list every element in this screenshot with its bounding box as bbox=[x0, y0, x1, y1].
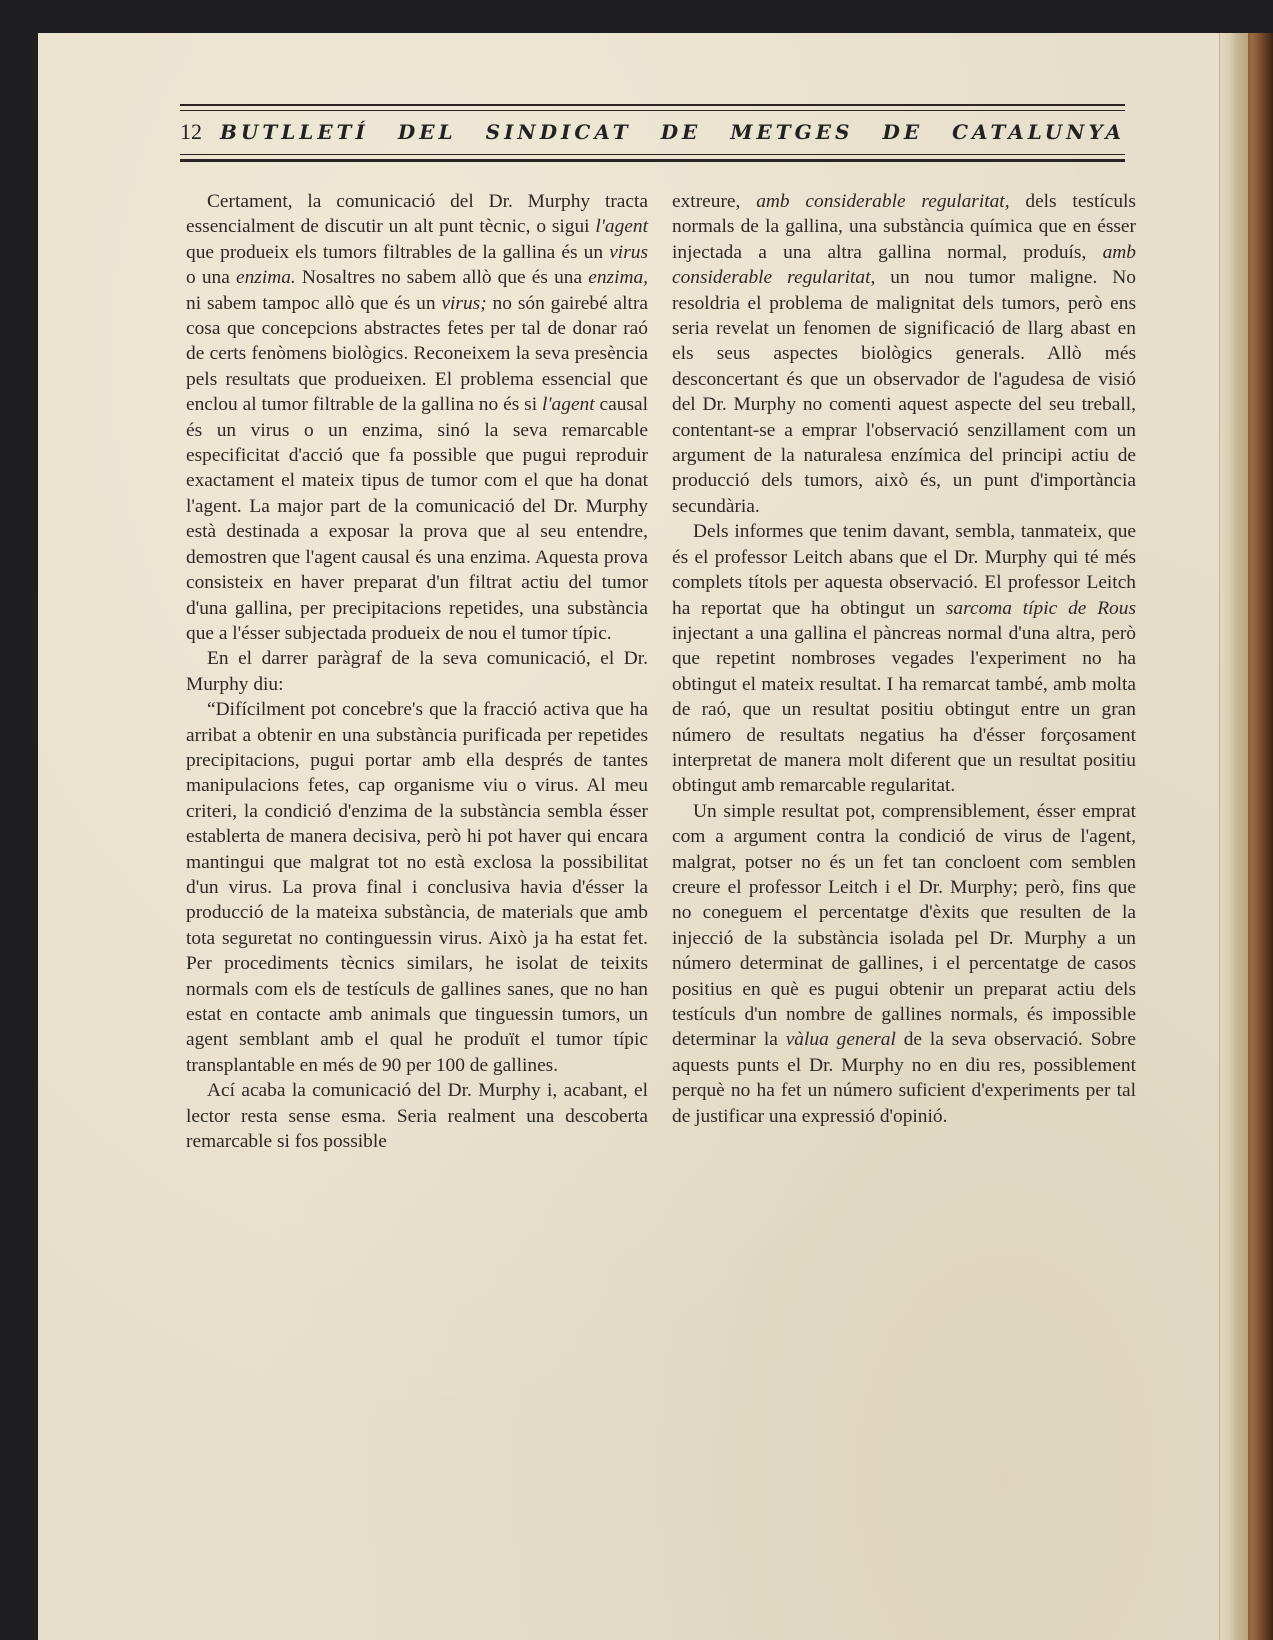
header-rule-top-thin bbox=[180, 110, 1125, 111]
page-number: 12 bbox=[180, 119, 202, 144]
paragraph-continued: extreure, amb considerable regularitat, dels testículs normals de la gallina, una substància química que en ésser injectada a una altra gallina normal, produís, amb considerable regularitat, un nou tumor maligne. No resoldria el problema de malignitat dels tumors, però ens seria revelat un fenomen de significació de llarg abast en els seus aspectes biològics generals. Allò més desconcertant és que un observador de l'agudesa de visió del Dr. Murphy no comenti aquest aspecte del seu treball, contentant-se a emprar l'observació senzillament com un argument de la naturalesa enzímica del principi actiu de producció dels tumors, això és, un punt d'importància secundària. bbox=[672, 191, 1137, 517]
title-word: SINDICAT bbox=[485, 120, 632, 144]
paragraph: Un simple resultat pot, comprensiblement, ésser emprat com a argument contra la condició de virus de l'agent, malgrat, potser no és un fet tan concloent com semblen creure el professor Leitch i el Dr. Murphy; però, fins que no coneguem el percentatge d'èxits que resulten de la injecció de la substància isolada pel Dr. Murphy a un número determinat de gallines, i el percentatge de casos positius en què es pugui obtenir un preparat actiu dels testículs d'un nombre de gallines normals, és impossible determinar la vàlua general de la seva observació. Sobre aquests punts el Dr. Murphy no en diu res, possiblement perquè no ha fet un número suficient d'experiments per tal de justificar una expressió d'opinió. bbox=[672, 800, 1136, 1127]
header-rule-bottom-thin bbox=[180, 154, 1125, 155]
title-word: BUTLLETÍ bbox=[220, 120, 369, 144]
quoted-paragraph: “Difícilment pot concebre's que la fracció activa que ha arribat a obtenir en una substància purificada per repetides precipitacions, pugui portar amb ella després de tantes manipulacions fetes, cap organisme viu o virus. Al meu criteri, la condició d'enzima de la substància sembla ésser establerta de manera decisiva, però hi pot haver qui encara mantingui que malgrat tot no està exclosa la possibilitat d'un virus. La prova final i conclusiva havia d'ésser la producció de la mateixa substància, de materials que amb tota seguretat no continguessin virus. Això ja ha estat fet. Per procediments tècnics similars, he isolat de teixits normals com els de testículs de gallines sanes, que no han estat en contacte amb animals que tinguessin tumors, un agent semblant amb el qual he produït el tumor típic transplantable en més de 90 per 100 de gallines. bbox=[186, 699, 648, 1076]
journal-title bbox=[220, 120, 1125, 144]
paragraph: Dels informes que tenim davant, sembla, tanmateix, que és el professor Leitch abans que el Dr. Murphy qui té més complets títols per aquesta observació. El professor Leitch ha reportat que ha obtingut un sarcoma típic de Rous injectant a una gallina el pàncreas normal d'una altra, però que repetint nombroses vegades l'experiment no ha obtingut el mateix resultat. I ha remarcat també, amb molta de raó, que un resultat positiu obtingut entre un gran número de resultats negatius ha d'ésser forçosament interpretat de manera molt diferent que un resultat positiu obtingut amb remarcable regularitat. bbox=[672, 521, 1136, 797]
paragraph: Certament, la comunicació del Dr. Murphy tracta essencialment de discutir un alt punt tècnic, o sigui l'agent que produeix els tumors filtrables de la gallina és un virus o una enzima. Nosaltres no sabem allò que és una enzima, ni sabem tampoc allò que és un virus; no són gairebé altra cosa que concepcions abstractes fetes per tal de donar raó de certs fenòmens biològics. Reconeixem la seva presència pels resultats que produeixen. El problema essencial que enclou al tumor filtrable de la gallina no és si l'agent causal és un virus o un enzima, sinó la seva remarcable especificitat d'acció que fa possible que pugui reproduir exactament el mateix tipus de tumor com el que ha donat l'agent. La major part de la comunicació del Dr. Murphy està destinada a exposar la prova que al seu entendre, demostren que l'agent causal és una enzima. Aquesta prova consisteix en haver preparat d'un filtrat actiu del tumor d'una gallina, per precipitacions repetides, una substància que a l'ésser subjectada produeix de nou el tumor típic. bbox=[186, 191, 649, 644]
running-header bbox=[180, 104, 1125, 162]
running-header-line bbox=[180, 113, 1125, 151]
paragraph: En el darrer paràgraf de la seva comunicació, el Dr. Murphy diu: bbox=[186, 648, 648, 695]
title-word: DE bbox=[882, 120, 924, 144]
right-column bbox=[672, 189, 1136, 1129]
page-edge-shadow bbox=[1219, 33, 1248, 1640]
header-rule-bottom bbox=[180, 159, 1125, 162]
left-column bbox=[186, 189, 648, 1154]
title-word: CATALUNYA bbox=[952, 120, 1125, 144]
header-rule-top bbox=[180, 104, 1125, 106]
title-word: DEL bbox=[397, 120, 457, 144]
paragraph: Ací acaba la comunicació del Dr. Murphy i, acabant, el lector resta sense esma. Seria realment una descoberta remarcable si fos possible bbox=[186, 1080, 648, 1153]
title-word: METGES bbox=[730, 120, 854, 144]
title-word: DE bbox=[660, 120, 702, 144]
